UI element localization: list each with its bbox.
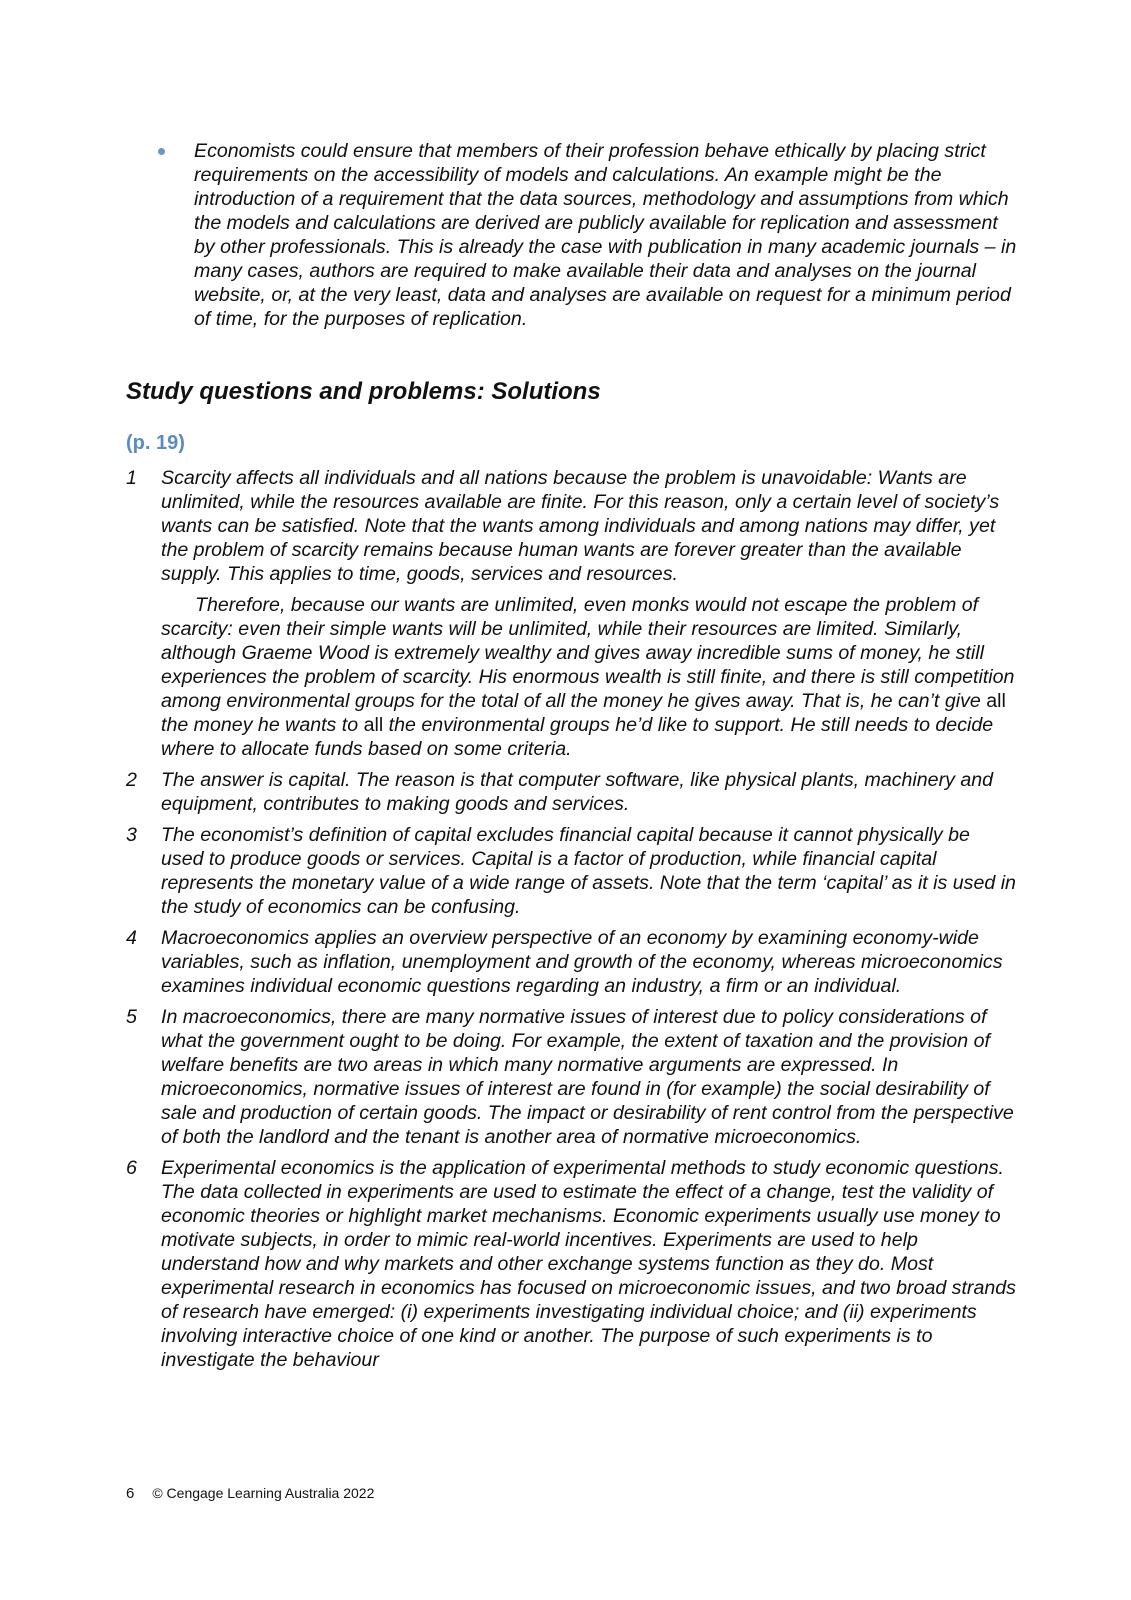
emphasis-all: all: [363, 714, 384, 736]
solution-paragraph: Scarcity affects all individuals and all nations because the problem is unavoidable: Wants are unlimited, while the resources available are finite. For this reason, only a certain level of society’s wants can be satisfied. Note that the wants among individuals and among nations may differ, yet the problem of scarcity remains because human wants are forever greater than the available supply. This applies to time, goods, services and resources.: [161, 467, 1000, 585]
solution-item-6: [126, 1156, 1016, 1372]
solution-number: 3: [126, 824, 137, 846]
solution-number: 2: [126, 769, 137, 791]
copyright-notice: © Cengage Learning Australia 2022: [152, 1485, 375, 1501]
solution-paragraph-continued: [161, 593, 1016, 761]
solution-item-1: [126, 466, 1016, 761]
section-heading: Study questions and problems: Solutions: [126, 378, 601, 405]
solution-paragraph: In macroeconomics, there are many normative issues of interest due to policy considerations of what the government ought to be doing. For example, the extent of taxation and the provision of welfare benefits are two areas in which many normative arguments are expressed. In microeconomics, normative issues of interest are found in (for example) the social desirability of sale and production of certain goods. The impact or desirability of rent control from the perspective of both the landlord and the tenant is another area of normative microeconomics.: [161, 1006, 1014, 1148]
page-footer: [126, 1485, 374, 1502]
solutions-list: [126, 466, 1016, 1379]
solution-paragraph: The economist’s definition of capital excludes financial capital because it cannot physically be used to produce goods or services. Capital is a factor of production, while financial capital represents the monetary value of a wide range of assets. Note that the term ‘capital’ as it is used in the study of economics can be confusing.: [161, 824, 1016, 918]
solution-item-5: [126, 1005, 1016, 1149]
solution-paragraph: Macroeconomics applies an overview perspective of an economy by examining economy-wide variables, such as inflation, unemployment and growth of the economy, whereas microeconomics examines individual economic questions regarding an industry, a firm or an individual.: [161, 927, 1003, 997]
solution-item-2: [126, 768, 1016, 816]
bullet-marker: [158, 148, 165, 155]
solution-paragraph: Experimental economics is the application of experimental methods to study economic questions. The data collected in experiments are used to estimate the effect of a change, test the validity of economic theories or highlight market mechanisms. Economic experiments usually use money to motivate subjects, in order to mimic real-world incentives. Experiments are used to help understand how and why markets and other exchange systems function as they do. Most experimental research in economics has focused on microeconomic issues, and two broad strands of research have emerged: (i) experiments investigating individual choice; and (ii) experiments involving interactive choice of one kind or another. The purpose of such experiments is to investigate the behaviour: [161, 1157, 1016, 1371]
bullet-item: [158, 139, 1018, 331]
page-reference: (p. 19): [126, 432, 185, 454]
page-number: 6: [126, 1485, 135, 1502]
solution-number: 5: [126, 1006, 137, 1028]
solution-number: 4: [126, 927, 137, 949]
solution-paragraph: The answer is capital. The reason is that computer software, like physical plants, machinery and equipment, contributes to making goods and services.: [161, 769, 994, 815]
text-run: Therefore, because our wants are unlimited, even monks would not escape the problem of scarcity: even their simple wants will be unlimited, while their resources are limited. Similarly, although Graeme Wood is extremely wealthy and gives away incredible sums of money, he still experiences the problem of scarcity. His enormous wealth is still finite, and there is still competition among environmental groups for the total of all the money he gives away. That is, he can’t give: [161, 594, 1015, 712]
text-run: the money he wants to: [161, 714, 364, 736]
solution-number: 1: [126, 467, 137, 489]
bullet-text: Economists could ensure that members of their profession behave ethically by placing strict requirements on the accessibility of models and calculations. An example might be the introduction of a requirement that the data sources, methodology and assumptions from which the models and calculations are derived are publicly available for replication and assessment by other professionals. This is already the case with publication in many academic journals – in many cases, authors are required to make available their data and analyses on the journal website, or, at the very least, data and analyses are available on request for a minimum period of time, for the purposes of replication.: [194, 140, 1017, 330]
text-run: the environmental groups he’d like to support. He still needs to decide where to allocate funds based on some criteria.: [161, 714, 994, 760]
solution-item-4: [126, 926, 1016, 998]
solution-item-3: [126, 823, 1016, 919]
emphasis-all: all: [986, 690, 1006, 712]
solution-number: 6: [126, 1157, 137, 1179]
